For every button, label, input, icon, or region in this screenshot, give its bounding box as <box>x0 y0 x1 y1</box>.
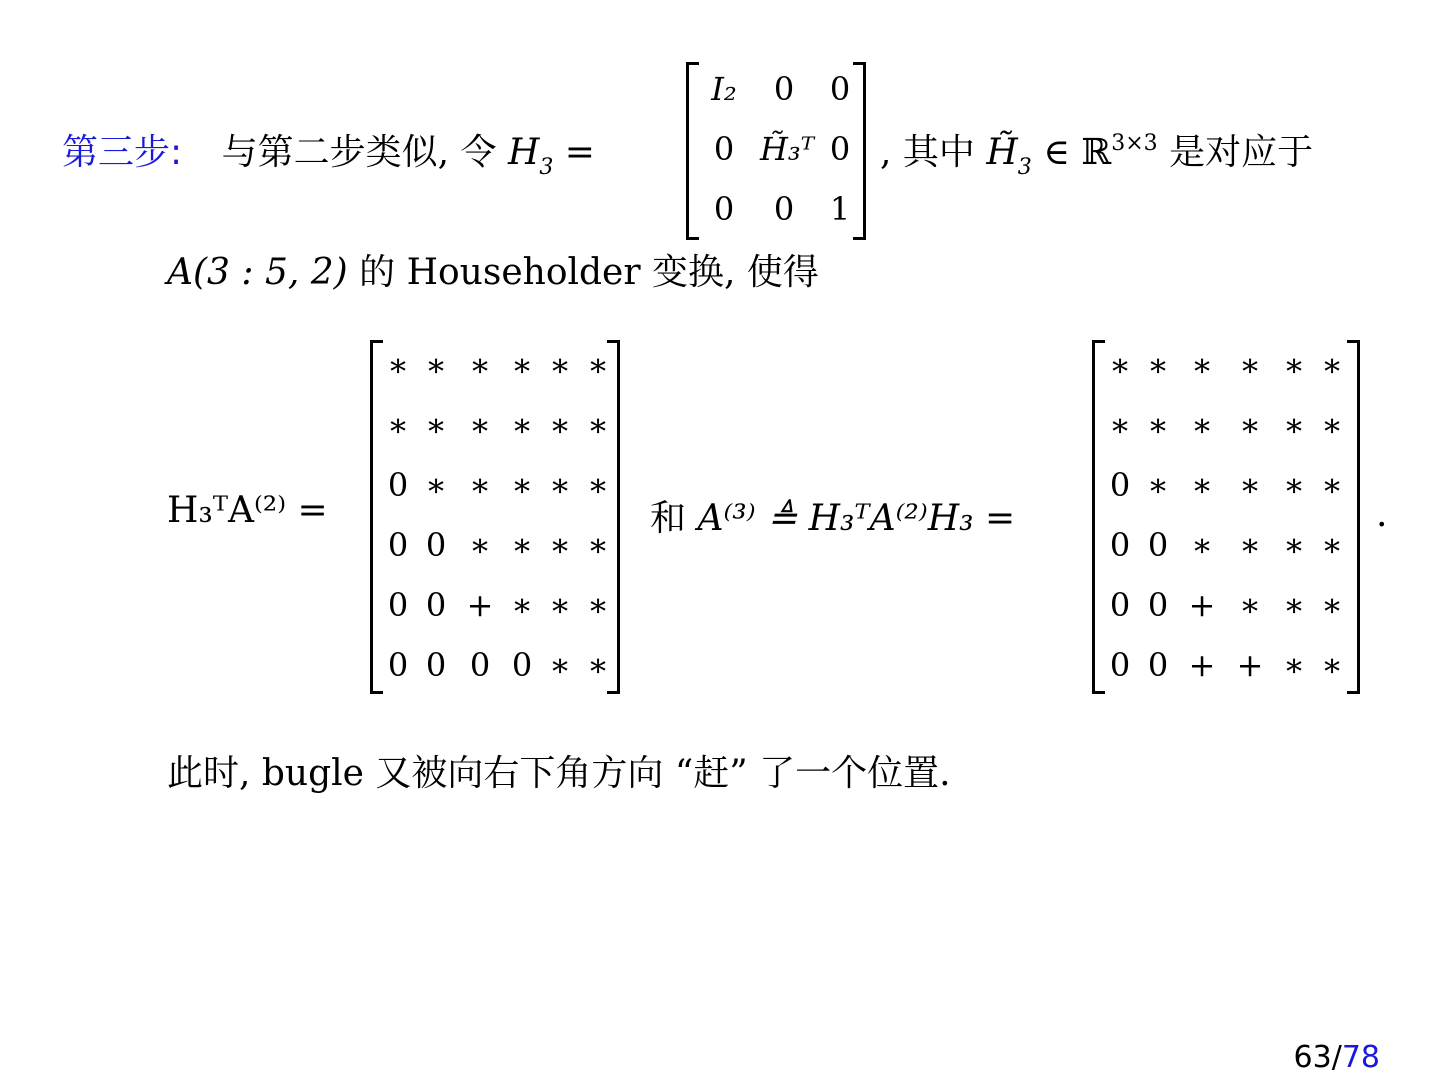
matrix-cell: ∗ <box>1321 346 1343 384</box>
matrix-cell: ∗ <box>1283 466 1305 504</box>
matrix-cell: 0 <box>387 646 409 684</box>
step-line <box>62 124 595 180</box>
matrix-cell: ∗ <box>1283 586 1305 624</box>
matrix-cell: ∗ <box>1283 526 1305 564</box>
in-symbol: ∈ <box>1043 132 1070 173</box>
matrix-cell: ∗ <box>549 466 571 504</box>
small-matrix-cell: I₂ <box>711 70 737 108</box>
small-matrix-cell: 0 <box>829 130 851 168</box>
matrix-cell: + <box>1188 646 1216 684</box>
matrix-cell: 0 <box>425 646 447 684</box>
matrix-cell: ∗ <box>511 346 533 384</box>
matrix-cell: 0 <box>387 526 409 564</box>
matrix-cell: ∗ <box>511 406 533 444</box>
matrix-cell: ∗ <box>1321 526 1343 564</box>
matrix-cell: ∗ <box>1191 466 1213 504</box>
page-current: 63 <box>1293 1040 1332 1075</box>
matrix-cell: 0 <box>1147 646 1169 684</box>
page-number <box>1294 1040 1380 1075</box>
matrix-cell: + <box>466 586 494 624</box>
matrix-cell: ∗ <box>469 406 491 444</box>
matrix-cell: ∗ <box>469 466 491 504</box>
matrix-cell: ∗ <box>1109 406 1131 444</box>
small-matrix-cell: 0 <box>713 190 735 228</box>
matrix-cell: ∗ <box>1239 526 1261 564</box>
matrix-cell: 0 <box>425 586 447 624</box>
a3-definition: A⁽³⁾ ≜ H₃ᵀA⁽²⁾H₃ = <box>697 498 1016 539</box>
matrix-cell: ∗ <box>1239 586 1261 624</box>
small-matrix-cell: 0 <box>773 190 795 228</box>
matrix-cell: 0 <box>1109 466 1131 504</box>
matrix-cell: ∗ <box>425 406 447 444</box>
matrix-cell: + <box>1236 646 1264 684</box>
matrix-cell: ∗ <box>1239 406 1261 444</box>
matrix-cell: ∗ <box>549 646 571 684</box>
matrix-row <box>1106 466 1346 506</box>
matrix-cell: ∗ <box>1147 406 1169 444</box>
matrix-row <box>1106 586 1346 626</box>
matrix-cell: ∗ <box>469 526 491 564</box>
matrix-cell: + <box>1188 586 1216 624</box>
page-total: 78 <box>1341 1040 1380 1075</box>
matrix-row <box>1106 526 1346 566</box>
matrix-cell: ∗ <box>587 346 609 384</box>
matrix-cell: ∗ <box>1147 346 1169 384</box>
equals-sign: = <box>564 132 595 173</box>
line1-text: 与第二步类似, 令 <box>221 132 497 173</box>
matrix-cell: ∗ <box>587 406 609 444</box>
matrix-cell: ∗ <box>387 406 409 444</box>
small-matrix-cell: 0 <box>773 70 795 108</box>
matrix-cell: ∗ <box>1191 406 1213 444</box>
line2-math: A(3 : 5, 2) <box>167 252 348 293</box>
matrix-right <box>1092 340 1360 694</box>
matrix-cell: ∗ <box>1283 646 1305 684</box>
matrix-cell: ∗ <box>1191 346 1213 384</box>
matrix-cell: 0 <box>1109 646 1131 684</box>
line1-end: 是对应于 <box>1169 132 1314 173</box>
matrix-cell: 0 <box>511 646 533 684</box>
matrix-cell: ∗ <box>425 346 447 384</box>
matrix-cell: ∗ <box>1109 346 1131 384</box>
matrix-left <box>370 340 620 694</box>
matrix-cell: ∗ <box>587 526 609 564</box>
matrix-row <box>1106 646 1346 686</box>
real-space: ℝ$^{3\times 3}$ <box>1081 131 1158 173</box>
matrix-cell: ∗ <box>1321 646 1343 684</box>
matrix-row <box>384 346 609 386</box>
lhs-expression: H₃ᵀA⁽²⁾ = <box>167 490 328 531</box>
matrix-cell: ∗ <box>1321 406 1343 444</box>
matrix-row <box>1106 346 1346 386</box>
matrix-cell: 0 <box>1109 586 1131 624</box>
and-text: 和 <box>650 498 687 539</box>
matrix-cell: 0 <box>1109 526 1131 564</box>
matrix-cell: ∗ <box>549 346 571 384</box>
matrix-cell: ∗ <box>469 346 491 384</box>
period: . <box>1376 494 1388 535</box>
line1-right <box>880 124 1314 180</box>
matrix-cell: 0 <box>387 466 409 504</box>
h3-symbol: $H_3$ <box>507 132 554 180</box>
matrix-row <box>384 406 609 446</box>
matrix-cell: ∗ <box>1191 526 1213 564</box>
mid-expression <box>650 490 1015 541</box>
line1-after: , 其中 <box>880 132 975 173</box>
small-matrix-cell: 0 <box>829 70 851 108</box>
line2-text: 的 Householder 变换, 使得 <box>359 252 819 293</box>
matrix-row <box>384 466 609 506</box>
small-matrix <box>686 62 866 240</box>
matrix-cell: ∗ <box>1321 586 1343 624</box>
matrix-cell: 0 <box>387 586 409 624</box>
matrix-cell: ∗ <box>587 646 609 684</box>
matrix-row <box>384 526 609 566</box>
matrix-row <box>384 586 609 626</box>
matrix-cell: ∗ <box>1147 466 1169 504</box>
matrix-row <box>384 646 609 686</box>
matrix-cell: ∗ <box>549 526 571 564</box>
matrix-cell: ∗ <box>1321 466 1343 504</box>
matrix-cell: ∗ <box>511 586 533 624</box>
matrix-cell: ∗ <box>387 346 409 384</box>
small-matrix-cell: H̃₃ᵀ <box>760 130 815 168</box>
matrix-cell: ∗ <box>511 526 533 564</box>
htilde-symbol: $H̃_3$ <box>986 132 1032 180</box>
bulge-note: 此时, bugle 又被向右下角方向 “赶” 了一个位置. <box>167 753 951 794</box>
matrix-cell: ∗ <box>587 586 609 624</box>
matrix-cell: ∗ <box>425 466 447 504</box>
line2 <box>167 244 819 295</box>
matrix-cell: 0 <box>425 526 447 564</box>
matrix-cell: 0 <box>469 646 491 684</box>
small-matrix-cell: 1 <box>829 190 851 228</box>
matrix-cell: ∗ <box>1283 406 1305 444</box>
matrix-cell: 0 <box>1147 526 1169 564</box>
matrix-cell: ∗ <box>549 586 571 624</box>
matrix-row <box>1106 406 1346 446</box>
matrix-cell: ∗ <box>1239 346 1261 384</box>
matrix-cell: 0 <box>1147 586 1169 624</box>
matrix-cell: ∗ <box>587 466 609 504</box>
matrix-cell: ∗ <box>1283 346 1305 384</box>
matrix-cell: ∗ <box>549 406 571 444</box>
small-matrix-cell: 0 <box>713 130 735 168</box>
matrix-cell: ∗ <box>1239 466 1261 504</box>
matrix-cell: ∗ <box>511 466 533 504</box>
page-sep: / <box>1331 1040 1342 1075</box>
step-label: 第三步: <box>62 132 183 173</box>
